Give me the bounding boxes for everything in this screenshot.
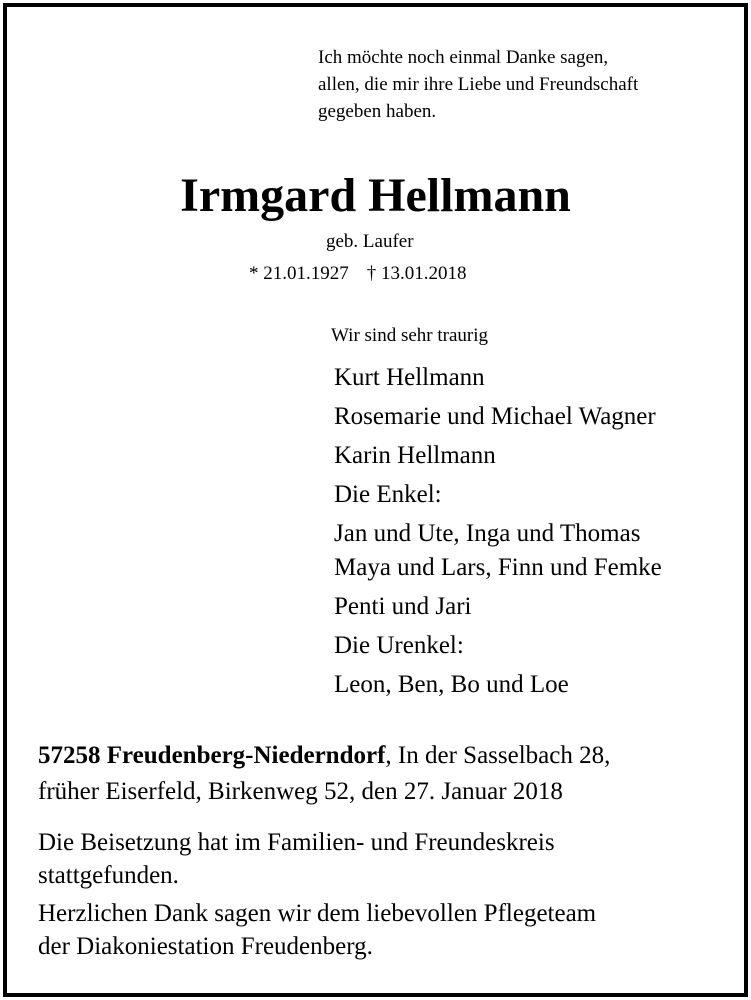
- quote-line: allen, die mir ihre Liebe und Freundschaft: [318, 74, 639, 95]
- deceased-name: Irmgard Hellmann: [180, 169, 571, 222]
- thanks-note-line: Herzlichen Dank sagen wir dem liebevollen Pflegeteam: [38, 900, 597, 927]
- mourners-intro: Wir sind sehr traurig: [331, 325, 489, 346]
- address-city: 57258 Freudenberg-Niederndorf: [38, 742, 386, 769]
- mourner-line: Die Enkel:: [334, 481, 442, 508]
- maiden-name: geb. Laufer: [326, 231, 414, 252]
- mourner-line: Kurt Hellmann: [334, 364, 485, 391]
- mourner-line: Maya und Lars, Finn und Femke: [334, 554, 662, 581]
- burial-note-line: stattgefunden.: [38, 862, 179, 889]
- life-dates: [249, 262, 467, 286]
- address-former: früher Eiserfeld, Birkenweg 52, den 27. Januar 2018: [38, 778, 563, 805]
- birth-date: * 21.01.1927: [249, 263, 349, 284]
- address-block: [38, 738, 610, 810]
- mourner-line: Penti und Jari: [334, 593, 472, 620]
- mourner-line: Jan und Ute, Inga und Thomas: [334, 520, 641, 547]
- mourners-list: [334, 362, 662, 708]
- death-date: † 13.01.2018: [366, 263, 467, 284]
- quote-line: Ich möchte noch einmal Danke sagen,: [318, 47, 609, 68]
- mourner-line: Leon, Ben, Bo und Loe: [334, 671, 569, 698]
- quote-line: gegeben haben.: [318, 101, 437, 122]
- quote-block: [318, 44, 638, 125]
- burial-note-line: Die Beisetzung hat im Familien- und Freundeskreis: [38, 829, 555, 856]
- mourner-line: Die Urenkel:: [334, 632, 464, 659]
- mourner-line: Rosemarie und Michael Wagner: [334, 403, 656, 430]
- thanks-note-line: der Diakoniestation Freudenberg.: [38, 933, 373, 960]
- address-street: , In der Sasselbach 28,: [385, 742, 611, 769]
- notes-block: [38, 826, 596, 963]
- mourner-line: Karin Hellmann: [334, 442, 496, 469]
